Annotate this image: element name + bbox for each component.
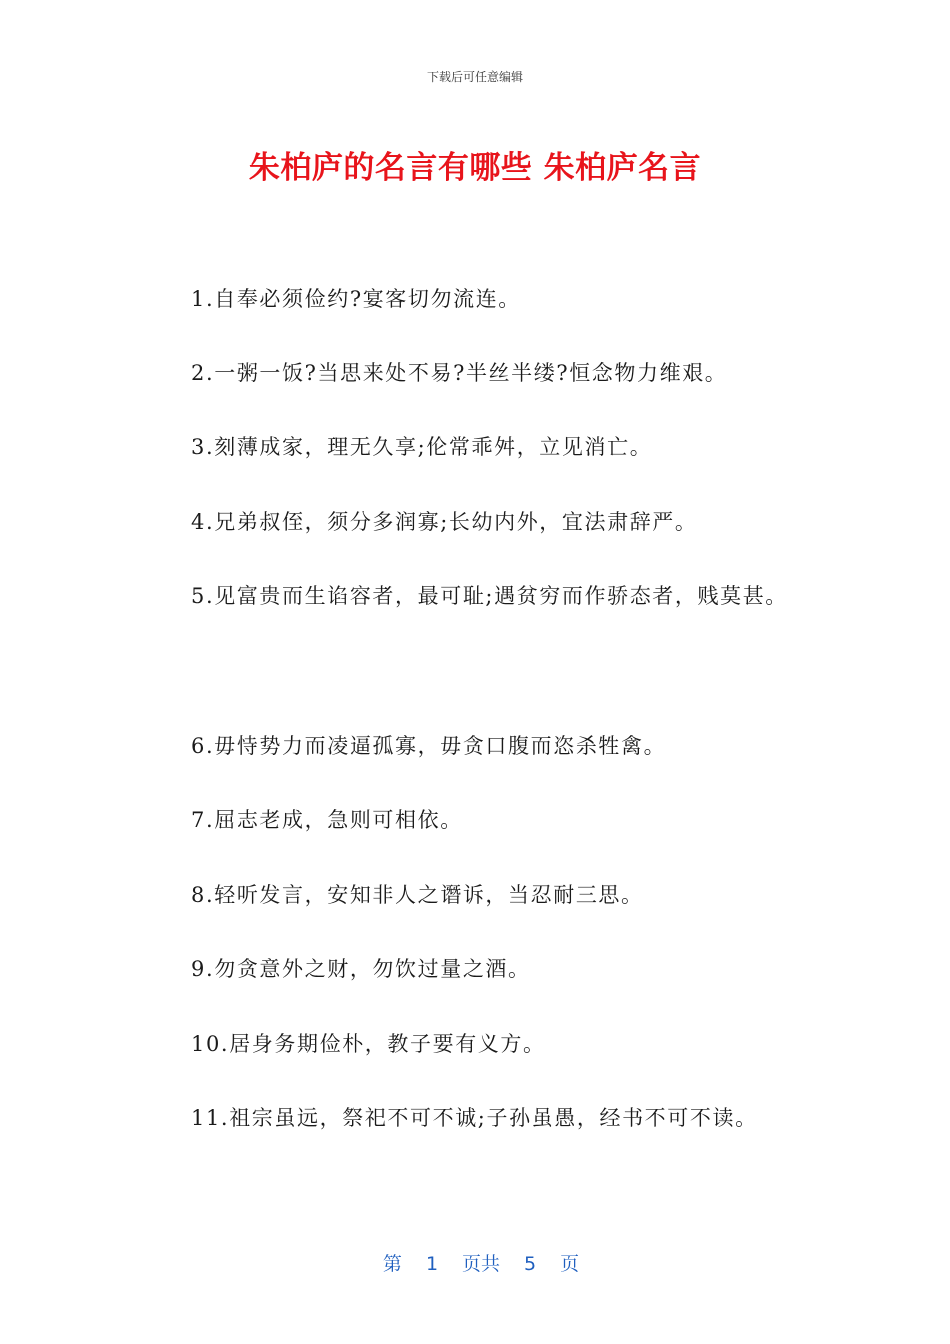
quote-line-5: 5.见富贵而生谄容者，最可耻;遇贫穷而作骄态者，贱莫甚。 [191,584,788,608]
quote-line-2: 2.一粥一饭?当思来处不易?半丝半缕?恒念物力维艰。 [191,361,728,385]
quote-line-11: 11.祖宗虽远，祭祀不可不诚;子孙虽愚，经书不可不读。 [191,1106,758,1130]
quote-line-1: 1.自奉必须俭约?宴客切勿流连。 [191,287,521,311]
quote-line-3: 3.刻薄成家，理无久享;伦常乖舛，立见消亡。 [191,435,653,459]
header-note: 下载后可任意编辑 [426,70,523,84]
page-footer [0,1227,950,1276]
footer-suffix: 页 [560,1253,580,1275]
quote-line-7: 7.屈志老成，急则可相依。 [191,808,463,832]
quote-line-9: 9.勿贪意外之财，勿饮过量之酒。 [191,957,531,981]
quote-line-6: 6.毋恃势力而凌逼孤寡，毋贪口腹而恣杀牲禽。 [191,734,667,758]
footer-mid: 页共 [462,1253,501,1275]
quote-line-4: 4.兄弟叔侄，须分多润寡;长幼内外，宜法肃辞严。 [191,510,698,534]
footer-total-pages: 5 [524,1253,537,1275]
document-title: 朱柏庐的名言有哪些 朱柏庐名言 [248,150,702,186]
quote-line-8: 8.轻听发言，安知非人之谮诉，当忍耐三思。 [191,883,644,907]
footer-prefix: 第 [382,1253,402,1275]
footer-current-page: 1 [425,1253,439,1275]
quote-line-10: 10.居身务期俭朴，教子要有义方。 [191,1032,546,1056]
